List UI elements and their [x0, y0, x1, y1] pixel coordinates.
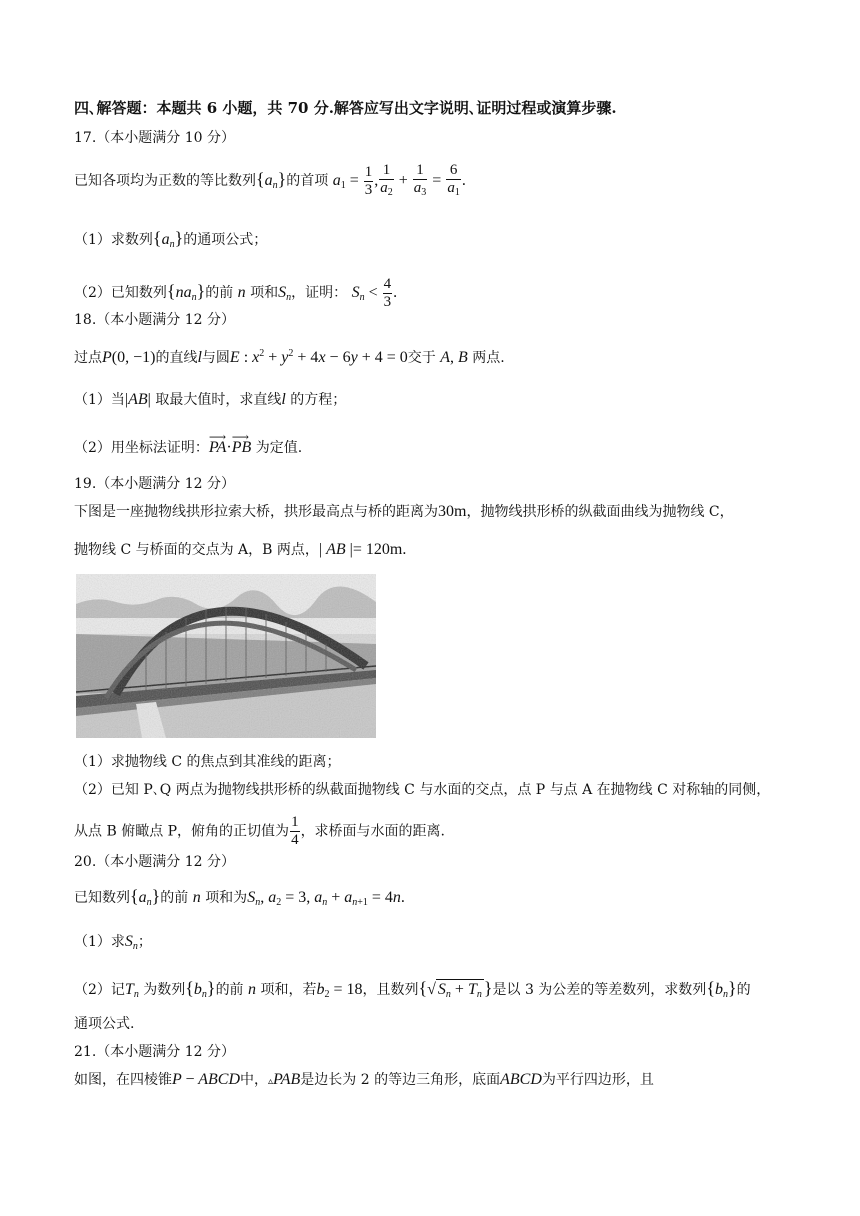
q17-stem: 已知各项均为正数的等比数列$\{a_n\}$的首项 $a_1$ = $\frac{1}{3}$ , $\frac{1}{a_2}$ + $\frac{1}{a_3}$ = $\frac{6}{a_1}$ .	[74, 162, 466, 201]
q20-part1: （1）求$S_n$；	[74, 933, 152, 952]
section-heading: 四､解答题：本题共 6 小题，共 70 分.解答应写出文字说明､证明过程或演算步骤.	[74, 99, 617, 117]
formula-sqrt-sequence: {√ $S_n + T_n$ }	[419, 981, 493, 998]
formula-circle-e: E : $x^2 + y^2 + 4x - 6y + 4 = 0$	[229, 348, 408, 366]
formula-one-quarter: $\frac{1}{4}$	[291, 814, 299, 848]
q19-part2-line1: （2）已知 P､Q 两点为抛物线拱形桥的纵截面抛物线 C 与水面的交点，点 P 与点 A 在抛物线 C 对称轴的同侧，	[74, 782, 771, 798]
q19-part1: （1）求抛物线 C 的焦点到其准线的距离；	[74, 754, 341, 770]
bridge-photo	[76, 574, 376, 738]
formula-q17-condition: $a_1$ = $\frac{1}{3}$ , $\frac{1}{a_2}$ + $\frac{1}{a_3}$ = $\frac{6}{a_1}$ .	[333, 172, 466, 189]
bridge-illustration	[76, 574, 376, 738]
q17-header: 17.（本小题满分 10 分）	[74, 130, 235, 146]
q18-stem: 过点P(0, −1)的直线l与圆E : $x^2 + y^2 + 4x - 6y + 4 = 0$交于 A, B 两点.	[74, 348, 505, 366]
formula-q17-inequality: $S_n$ < $\frac{4}{3}$ .	[351, 276, 398, 310]
q18-header: 18.（本小题满分 12 分）	[74, 312, 235, 328]
q19-part2-line2: 从点 B 俯瞰点 P，俯角的正切值为 $\frac{1}{4}$ ，求桥面与水面的距离.	[74, 814, 446, 848]
formula-dot-product: ⟶ PA·⟶ PB	[209, 439, 251, 456]
q21-header: 21.（本小题满分 12 分）	[74, 1044, 235, 1060]
q20-stem: 已知数列$\{a_n\}$的前 n 项和为$S_n$, $a_2 = 3$, $a_n + a_{n+1} = 4n$.	[74, 886, 405, 908]
q17-part1: （1）求数列$\{a_n\}$的通项公式；	[74, 228, 268, 250]
q20-part2-line1: （2）记$T_n$ 为数列$\{b_n\}$的前 n 项和，若$b_2 = 18$，且数列{√ $S_n + T_n$ }是以 3 为公差的等差数列，求数列$\{b_n\}$的	[74, 978, 751, 1005]
q19-header: 19.（本小题满分 12 分）	[74, 476, 235, 492]
q17-part2: （2）已知数列$\{na_n\}$的前 n 项和$S_n$，证明： $S_n$ < $\frac{4}{3}$ .	[74, 276, 398, 310]
formula-q20-condition: $S_n$, $a_2 = 3$, $a_n + a_{n+1} = 4n$.	[247, 889, 405, 908]
q20-part2-line2: 通项公式.	[74, 1016, 135, 1032]
q20-header: 20.（本小题满分 12 分）	[74, 854, 235, 870]
q18-part1: （1）当|AB| 取最大值时，求直线l 的方程；	[74, 391, 347, 408]
q19-stem-line1: 下图是一座抛物线拱形拉索大桥，拱形最高点与桥的距离为30m，抛物线拱形桥的纵截面曲线为抛物线 C，	[74, 503, 734, 520]
q21-stem: 如图，在四棱锥P − ABCD中，▵PAB是边长为 2 的等边三角形，底面ABCD为平行四边形，且	[74, 1071, 654, 1088]
q18-part2: （2）用坐标法证明：⟶ PA·⟶ PB 为定值.	[74, 438, 302, 458]
formula-seq-a: $\{a_n\}$	[256, 169, 287, 192]
q19-stem-line2: 抛物线 C 与桥面的交点为 A，B 两点，| AB |= 120m.	[74, 541, 407, 558]
